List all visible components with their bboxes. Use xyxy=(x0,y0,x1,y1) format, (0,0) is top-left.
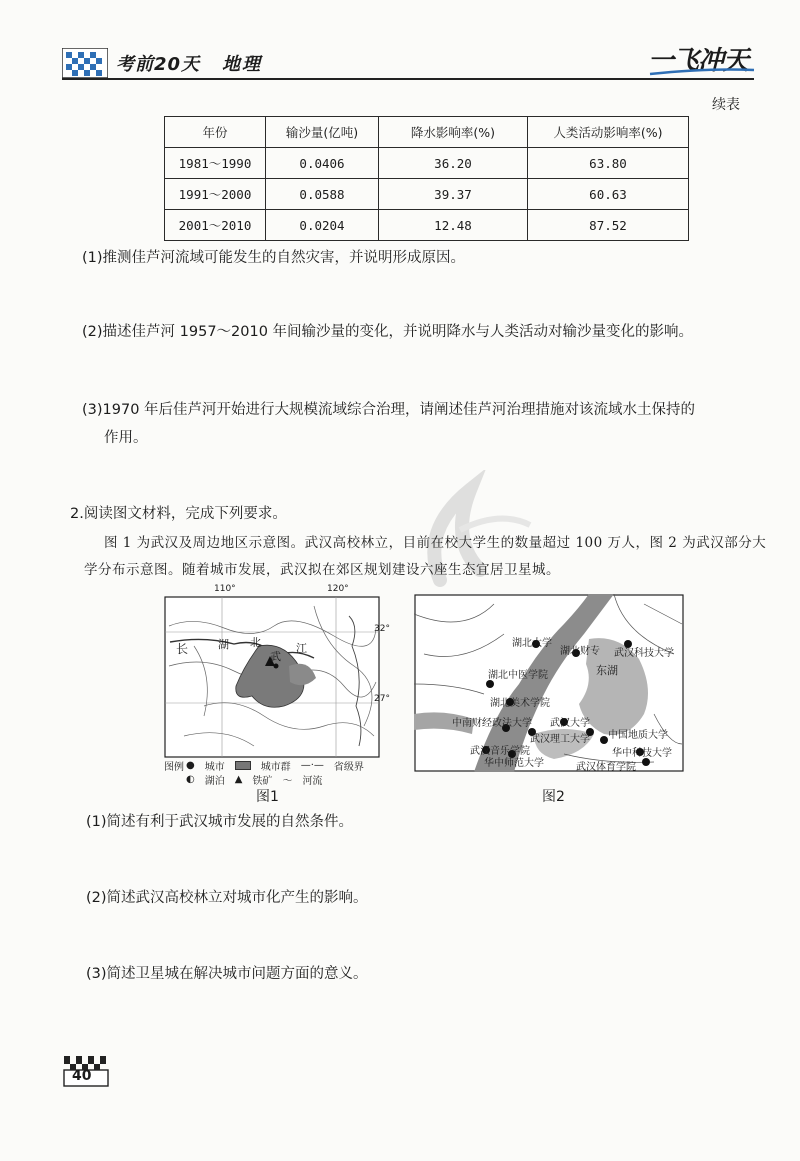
university-label: 华中科技大学 xyxy=(612,748,672,759)
section-2-heading: 2.阅读图文材料，完成下列要求。 xyxy=(70,506,287,522)
university-label: 中南财经政法大学 xyxy=(452,718,532,729)
section-2-intro: 图 1 为武汉及周边地区示意图。武汉高校林立，目前在校大学生的数量超过 100 万人，图 2 为武汉部分大学分布示意图。随着城市发展，武汉拟在郊区规划建设六座生态宜居卫星城。 xyxy=(84,535,767,578)
university-label: 湖北大学 xyxy=(512,638,552,649)
figure-1-caption: 图1 xyxy=(256,789,279,805)
lat-label: 32° xyxy=(374,624,390,634)
university-label: 武汉体育学院 xyxy=(576,762,636,773)
table-row xyxy=(165,179,689,210)
university-label: 湖北美术学院 xyxy=(490,698,550,709)
lake-icon: ◐ xyxy=(186,773,195,785)
legend-label: 铁矿 xyxy=(252,775,273,787)
university-label: 华中师范大学 xyxy=(484,758,544,769)
question-2-3: (3)简述卫星城在解决城市问题方面的意义。 xyxy=(86,966,368,982)
table-cell: 12.48 xyxy=(379,210,528,241)
legend-label: 河流 xyxy=(302,775,323,787)
table-cell: 36.20 xyxy=(379,148,528,179)
university-label: 湖北中医学院 xyxy=(488,670,548,681)
question-1-3: (3)1970 年后佳芦河开始进行大规模流域综合治理，请阐述佳芦河治理措施对该流域水土保持的 xyxy=(82,402,696,418)
university-label: 武汉大学 xyxy=(550,718,590,729)
city-dot-icon: ● xyxy=(186,759,195,771)
header-rule xyxy=(62,78,754,80)
table-cell: 2001～2010 xyxy=(165,210,266,241)
university-label: 中国地质大学 xyxy=(608,730,668,741)
brand-name: 一飞冲天 xyxy=(648,46,749,76)
question-1-3-continued: 作用。 xyxy=(104,430,148,446)
river-icon: ～ xyxy=(282,775,293,787)
table-header: 人类活动影响率(%) xyxy=(528,117,689,148)
university-label: 武汉科技大学 xyxy=(614,648,674,659)
legend-title: 图例 xyxy=(164,761,184,773)
map1-label: 湖 xyxy=(218,638,229,651)
table-cell: 1981～1990 xyxy=(165,148,266,179)
table-cell: 39.37 xyxy=(379,179,528,210)
table-header: 降水影响率(%) xyxy=(379,117,528,148)
table-continued-label: 续表 xyxy=(712,97,740,113)
book-logo-icon xyxy=(62,48,108,78)
figure-1-legend xyxy=(164,758,394,786)
city-cluster-icon xyxy=(235,761,251,770)
legend-label: 湖泊 xyxy=(204,775,225,787)
figure-1-map xyxy=(164,586,384,758)
legend-label: 省级界 xyxy=(333,761,364,773)
question-2-1: (1)简述有利于武汉城市发展的自然条件。 xyxy=(86,814,354,830)
table-row xyxy=(165,148,689,179)
map1-label: 长 xyxy=(176,642,189,656)
table-cell: 60.63 xyxy=(528,179,689,210)
table-cell: 1991～2000 xyxy=(165,179,266,210)
figure-2-caption: 图2 xyxy=(542,789,565,805)
lake-label: 东湖 xyxy=(596,664,618,677)
university-label: 湖北财专 xyxy=(560,646,600,657)
table-cell: 63.80 xyxy=(528,148,689,179)
sediment-table xyxy=(164,116,689,241)
subject-title: 地理 xyxy=(222,54,262,75)
map1-label: 江 xyxy=(296,642,307,655)
question-1-1: (1)推测佳芦河流域可能发生的自然灾害，并说明形成原因。 xyxy=(82,250,466,266)
university-label: 武汉音乐学院 xyxy=(470,746,530,757)
table-header: 输沙量(亿吨) xyxy=(266,117,379,148)
brand-swoosh-icon xyxy=(648,66,756,76)
lon-label: 120° xyxy=(327,584,349,594)
legend-label: 城市 xyxy=(204,761,225,773)
map1-label: 北 xyxy=(250,636,261,649)
iron-mine-icon: ▲ xyxy=(234,773,243,785)
table-cell: 0.0406 xyxy=(266,148,379,179)
table-row xyxy=(165,210,689,241)
question-1-2: (2)描述佳芦河 1957～2010 年间输沙量的变化，并说明降水与人类活动对输沙量变化的影响。 xyxy=(82,324,694,340)
book-title: 考前20天 xyxy=(116,54,201,75)
lat-label: 27° xyxy=(374,694,390,704)
map1-label: 武 xyxy=(270,650,281,663)
table-cell: 87.52 xyxy=(528,210,689,241)
lon-label: 110° xyxy=(214,584,236,594)
table-cell: 0.0204 xyxy=(266,210,379,241)
page-number: 40 xyxy=(72,1068,92,1084)
table-header: 年份 xyxy=(165,117,266,148)
province-border-icon: —·— xyxy=(300,759,324,771)
legend-label: 城市群 xyxy=(260,761,291,773)
table-cell: 0.0588 xyxy=(266,179,379,210)
question-2-2: (2)简述武汉高校林立对城市化产生的影响。 xyxy=(86,890,368,906)
university-label: 武汉理工大学 xyxy=(530,734,590,745)
